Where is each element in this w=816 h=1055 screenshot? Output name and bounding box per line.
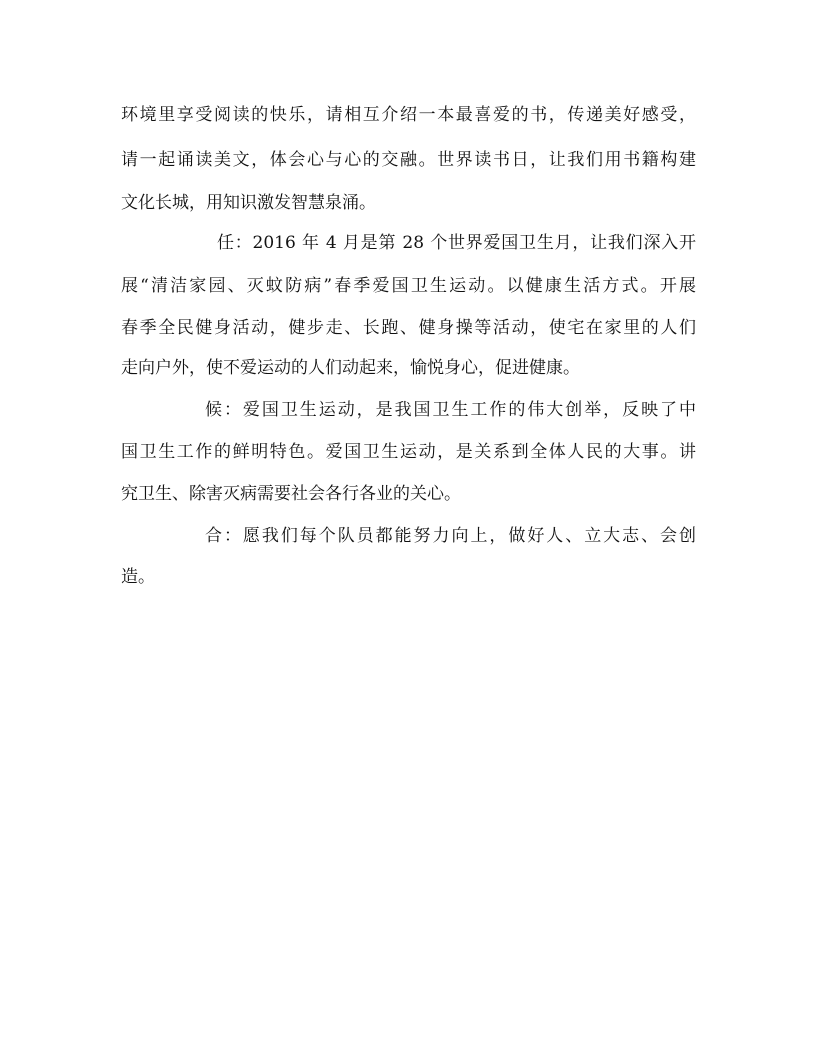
paragraph-2-line-1: 任：2016 年 4 月是第 28 个世界爱国卫生月，让我们深入开 bbox=[217, 233, 696, 253]
paragraph-2-line-2: 展“清洁家园、灭蚊防病”春季爱国卫生运动。以健康生活方式。开展 bbox=[121, 276, 696, 296]
paragraph-2-line-4: 走向户外，使不爱运动的人们动起来，愉悦身心，促进健康。 bbox=[121, 358, 580, 378]
paragraph-2-line-3: 春季全民健身活动，健步走、长跑、健身操等活动，使宅在家里的人们 bbox=[121, 318, 696, 338]
paragraph-4-line-2: 造。 bbox=[121, 567, 155, 587]
paragraph-1-line-2: 请一起诵读美文，体会心与心的交融。世界读书日，让我们用书籍构建 bbox=[121, 150, 696, 170]
paragraph-1-line-1: 环境里享受阅读的快乐，请相互介绍一本最喜爱的书，传递美好感受， bbox=[121, 105, 696, 125]
paragraph-1-line-3: 文化长城，用知识激发智慧泉涌。 bbox=[121, 193, 376, 213]
paragraph-3-line-1: 候：爱国卫生运动，是我国卫生工作的伟大创举，反映了中 bbox=[205, 400, 696, 420]
paragraph-3-line-2: 国卫生工作的鲜明特色。爱国卫生运动，是关系到全体人民的大事。讲 bbox=[121, 442, 696, 462]
paragraph-3-line-3: 究卫生、除害灭病需要社会各行各业的关心。 bbox=[121, 484, 461, 504]
paragraph-4-line-1: 合：愿我们每个队员都能努力向上，做好人、立大志、会创 bbox=[205, 526, 696, 546]
